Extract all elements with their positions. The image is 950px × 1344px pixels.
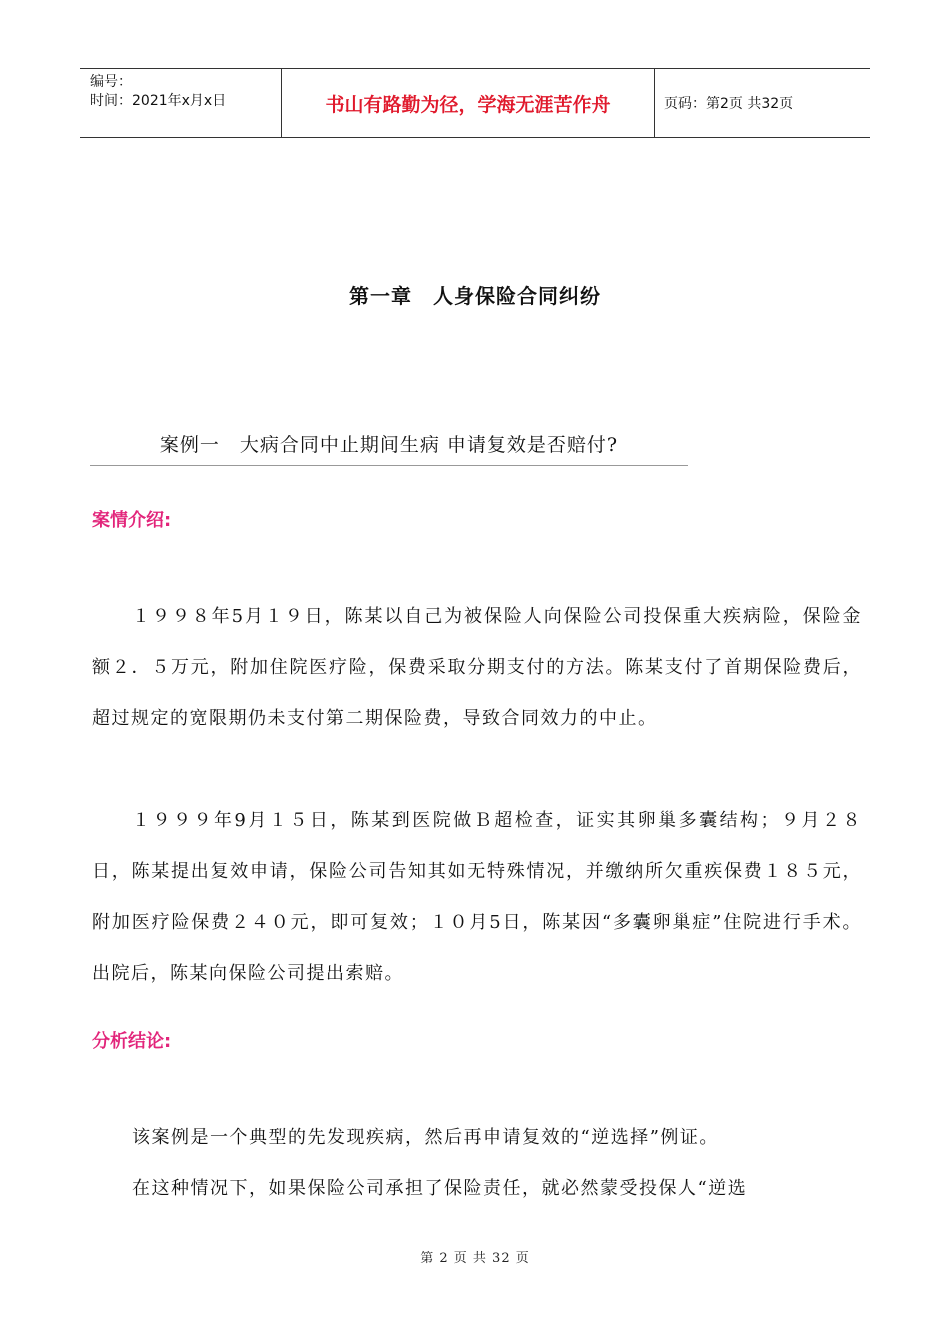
document-header: [80, 68, 870, 138]
case-title: 案例一 大病合同中止期间生病 申请复效是否赔付?: [159, 434, 619, 456]
paragraph: 该案例是一个典型的先发现疾病，然后再申请复效的“逆选择”例证。: [132, 1127, 719, 1148]
chapter-title: 第一章 人身保险合同纠纷: [349, 284, 601, 308]
header-motto: 书山有路勤为径，学海无涯苦作舟: [281, 69, 655, 137]
header-time-label: 时间：2021年x月x日: [90, 93, 227, 109]
paragraph: １９９８年5月１９日，陈某以自己为被保险人向保险公司投保重大疾病险，保险金额２．５万元，附加住院医疗险，保费采取分期支付的方法。陈某支付了首期保险费后，超过规定的宽限期仍未支付第二期保险费，导致合同效力的中止。: [92, 606, 862, 729]
header-number-label: 编号：: [90, 74, 132, 90]
paragraph: 在这种情况下，如果保险公司承担了保险责任，就必然蒙受投保人“逆选: [132, 1178, 748, 1199]
case-title-underline: [90, 465, 688, 466]
page-footer: 第 2 页 共 32 页: [420, 1251, 530, 1266]
section-heading-analysis: 分析结论:: [92, 1031, 172, 1052]
header-meta: [90, 73, 280, 111]
header-page-info: 页码：第2页 共32页: [664, 96, 794, 112]
paragraph: １９９９年9月１５日，陈某到医院做Ｂ超检查，证实其卵巢多囊结构；９月２８日，陈某提出复效申请，保险公司告知其如无特殊情况，并缴纳所欠重疾保费１８５元，附加医疗险保费２４０元，即可复效；１０月5日，陈某因“多囊卵巢症”住院进行手术。出院后，陈某向保险公司提出索赔。: [92, 810, 862, 984]
section-heading-case-intro: 案情介绍:: [92, 510, 172, 531]
